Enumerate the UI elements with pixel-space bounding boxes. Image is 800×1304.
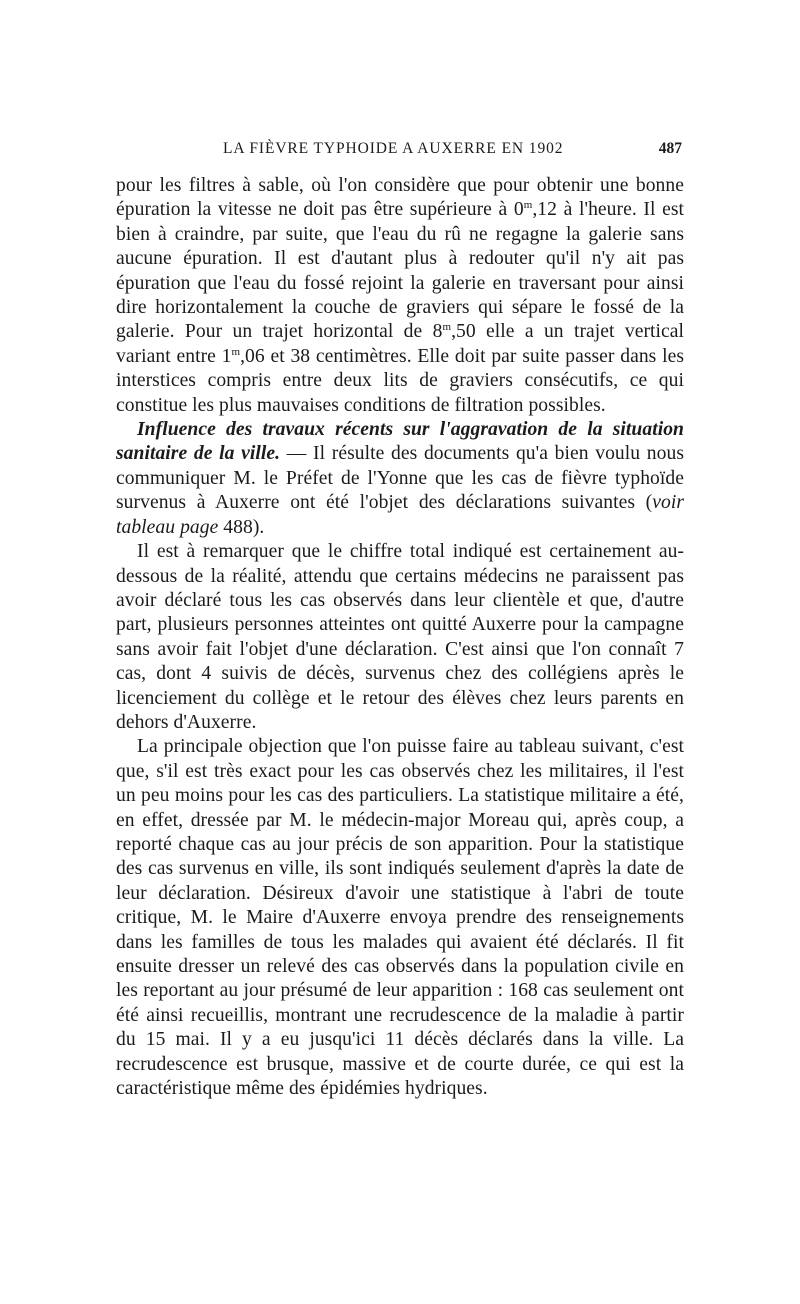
paragraph-objection: La principale objection que l'on puisse faire au tableau suivant, c'est que, s'il est très exact pour les cas observés chez les militaires, il l'est un peu moins pour les cas des particuliers. La statistique militaire a été, en effet, dressée par M. le médecin-major Moreau qui, après coup, a reporté chaque cas au jour précis de son apparition. Pour la statistique des cas survenus en ville, ils sont indiqués seulement d'après la date de leur déclaration. Désireux d'avoir une statistique à l'abri de toute critique, M. le Maire d'Auxerre envoya prendre des renseignements dans les familles de tous les malades qui avaient été déclarés. Il fit ensuite dresser un relevé des cas observés dans la population civile en les reportant au jour présumé de leur apparition : 168 cas seulement ont été ainsi recueillis, montrant une recrudescence de la maladie à partir du 15 mai. Il y a eu jusqu'ici 11 décès déclarés dans la ville. La recrudescence est brusque, massive et de courte durée, ce qui est la caractéristique même des épidémies hydriques. <box>116 736 684 1100</box>
table-reference: voir tableau page <box>116 492 684 538</box>
page-number: 487 <box>658 140 682 157</box>
document-page <box>116 140 684 1101</box>
running-title: LA FIÈVRE TYPHOIDE A AUXERRE EN 1902 <box>223 140 564 157</box>
text-run: ,12 à l'heure. Il est bien à craindre, par suite, que l'eau du rû ne regagne la galerie sans aucune épuration. Il est d'autant plus à redouter qu'il n'y ait pas épuration que l'eau du fossé rejoint la galerie en traversant pour ainsi dire horizontalement la couche de graviers qui sépare le fossé de la galerie. Pour un trajet horizontal de 8 <box>116 199 684 343</box>
section-heading: Influence des travaux récents sur l'aggravation de la situation sanitaire de la ville. <box>116 419 684 465</box>
text-run: ,50 elle a un trajet vertical variant entre 1 <box>116 321 684 367</box>
paragraph-underreporting: Il est à remarquer que le chiffre total indiqué est certainement au-dessous de la réalité, attendu que certains médecins ne paraissent pas avoir déclaré tous les cas observés dans leur clientèle et que, d'autre part, plusieurs personnes atteintes ont quitté Auxerre pour la campagne sans avoir fait l'objet d'une déclaration. C'est ainsi que l'on connaît 7 cas, dont 4 suivis de décès, survenus chez des collégiens après le licenciement du collège et le retour des élèves chez leurs parents en dehors d'Auxerre. <box>116 541 684 733</box>
running-head <box>116 140 684 174</box>
text-run: ,06 et 38 centimètres. Elle doit par suite passer dans les interstices compris entre deux lits de graviers consécutifs, ce qui constitue les plus mauvaises conditions de filtration possibles. <box>116 345 684 416</box>
unit-superscript: m <box>231 345 241 358</box>
unit-superscript: m <box>442 321 452 334</box>
unit-superscript: m <box>523 199 533 212</box>
text-run: — Il résulte des documents qu'a bien voulu nous communiquer M. le Préfet de l'Yonne que les cas de fièvre typhoïde survenus à Auxerre ont été l'objet des déclarations suivantes ( <box>116 443 684 514</box>
body-text <box>116 174 684 1101</box>
paragraph-filtration <box>116 174 684 418</box>
paragraph-influence <box>116 418 684 540</box>
text-run: pour les filtres à sable, où l'on considère que pour obtenir une bonne épuration la vitesse ne doit pas être supérieure à 0 <box>116 175 684 221</box>
text-run: 488). <box>218 516 265 538</box>
